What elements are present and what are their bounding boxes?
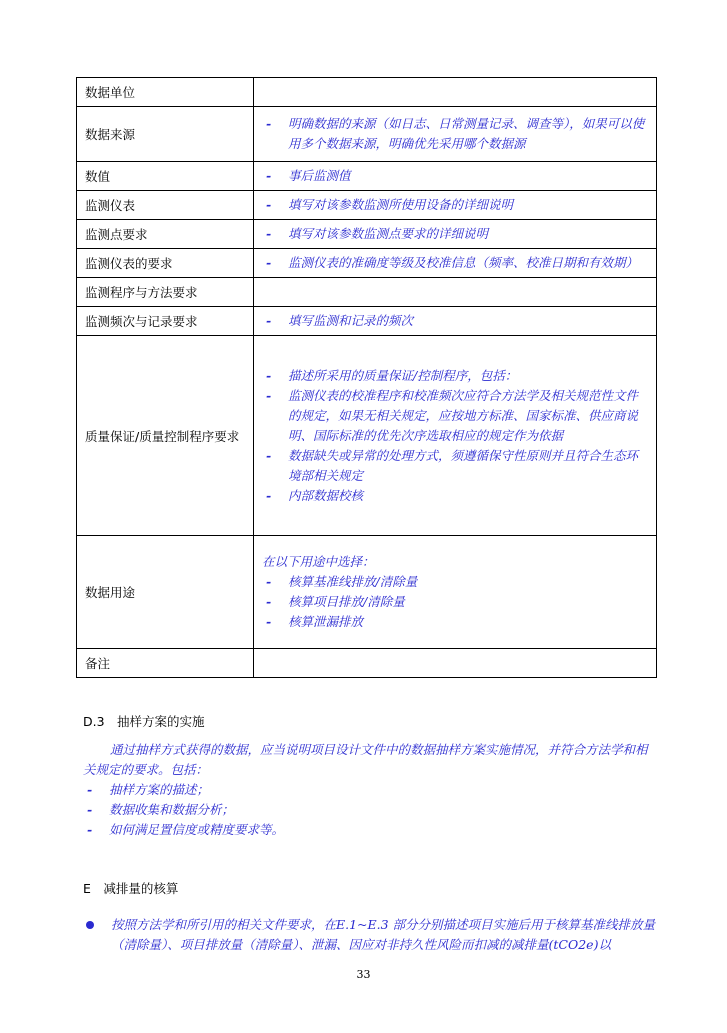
- row-value: [254, 220, 657, 249]
- list-item: - 抽样方案的描述；: [83, 780, 658, 800]
- list-item: - 数据收集和数据分析；: [83, 800, 658, 820]
- row-value: [254, 162, 657, 191]
- row-label: 数据单位: [77, 78, 254, 107]
- table-row: [77, 78, 657, 107]
- table-row: [77, 278, 657, 307]
- table-row: [77, 336, 657, 536]
- list-item: - 如何满足置信度或精度要求等。: [83, 820, 658, 840]
- list-item: - 填写监测和记录的频次: [262, 311, 648, 331]
- row-value: [254, 107, 657, 162]
- list-item: - 填写对该参数监测所使用设备的详细说明: [262, 195, 648, 215]
- section-d3-heading: D.3 抽样方案的实施: [83, 714, 205, 729]
- row-label: 监测仪表: [77, 191, 254, 220]
- row-label: 监测点要求: [77, 220, 254, 249]
- table-row: [77, 162, 657, 191]
- section-e-heading: E 减排量的核算: [83, 881, 179, 896]
- table-row: [77, 191, 657, 220]
- list-item: - 描述所采用的质量保证/控制程序，包括：: [262, 366, 648, 386]
- row-intro: 在以下用途中选择：: [262, 554, 375, 569]
- row-label: 备注: [77, 649, 254, 678]
- row-list: [262, 224, 648, 244]
- list-item: - 事后监测值: [262, 166, 648, 186]
- table-row: [77, 220, 657, 249]
- section-e-bullet: [83, 915, 658, 955]
- row-value: [254, 307, 657, 336]
- list-item: - 监测仪表的校准程序和校准频次应符合方法学及相关规范性文件的规定，如果无相关规定，应按地方标准、国家标准、供应商说明、国际标准的优先次序选取相应的规定作为依据: [262, 386, 648, 446]
- table-row: [77, 536, 657, 649]
- section-d3-body: [83, 740, 658, 840]
- row-label: 监测仪表的要求: [77, 249, 254, 278]
- list-item: - 核算泄漏排放: [262, 612, 648, 632]
- row-label: 质量保证/质量控制程序要求: [77, 336, 254, 536]
- row-label: 监测程序与方法要求: [77, 278, 254, 307]
- table-row: [77, 249, 657, 278]
- table-row: [77, 107, 657, 162]
- list-item: - 明确数据的来源（如日志、日常测量记录、调查等），如果可以使用多个数据来源，明确优先采用哪个数据源: [262, 114, 648, 154]
- table-row: [77, 649, 657, 678]
- parameter-table: [76, 77, 657, 678]
- row-value: [254, 649, 657, 678]
- row-value: [254, 249, 657, 278]
- table-row: [77, 307, 657, 336]
- section-d3-paragraph: 通过抽样方式获得的数据，应当说明项目设计文件中的数据抽样方案实施情况，并符合方法学和相关规定的要求。包括：: [83, 742, 648, 777]
- row-value: [254, 336, 657, 536]
- row-value: [254, 191, 657, 220]
- row-list: [262, 366, 648, 506]
- section-e-bullet-text: 按照方法学和所引用的相关文件要求，在E.1~E.3 部分分别描述项目实施后用于核算基准线排放量（清除量）、项目排放量（清除量）、泄漏、因应对非持久性风险而扣减的减排量(tCO2e)以: [111, 917, 656, 952]
- section-d3-list: [83, 780, 658, 840]
- list-item: - 核算项目排放/清除量: [262, 592, 648, 612]
- row-label: 数值: [77, 162, 254, 191]
- row-label: 数据用途: [77, 536, 254, 649]
- row-list: [262, 166, 648, 186]
- row-list: [262, 195, 648, 215]
- row-list: [262, 311, 648, 331]
- row-value: [254, 536, 657, 649]
- row-value: [254, 78, 657, 107]
- list-item: - 填写对该参数监测点要求的详细说明: [262, 224, 648, 244]
- list-item: - 核算基准线排放/清除量: [262, 572, 648, 592]
- row-value: [254, 278, 657, 307]
- row-label: 监测频次与记录要求: [77, 307, 254, 336]
- row-list: [262, 572, 648, 632]
- bullet-dot-icon: [86, 921, 94, 929]
- row-list: [262, 114, 648, 154]
- row-list: [262, 253, 648, 273]
- list-item: - 数据缺失或异常的处理方式，须遵循保守性原则并且符合生态环境部相关规定: [262, 446, 648, 486]
- row-label: 数据来源: [77, 107, 254, 162]
- list-item: - 监测仪表的准确度等级及校准信息（频率、校准日期和有效期）: [262, 253, 648, 273]
- page-number: 33: [356, 968, 371, 981]
- list-item: - 内部数据校核: [262, 486, 648, 506]
